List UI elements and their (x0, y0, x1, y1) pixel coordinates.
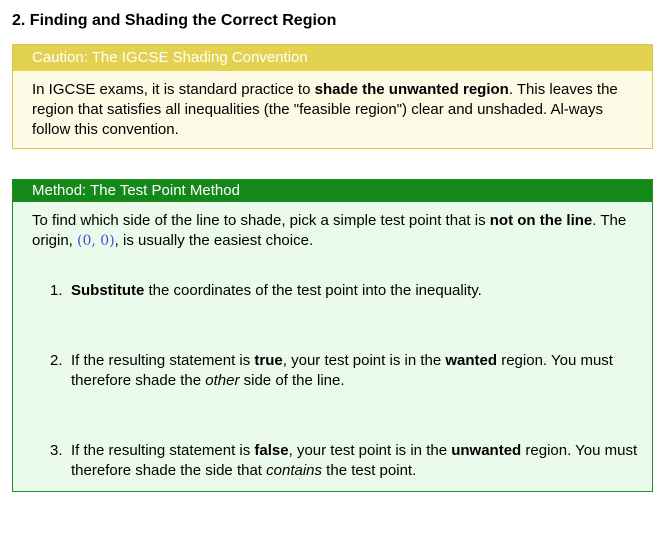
caution-emphasis: shade the unwanted region (314, 81, 509, 98)
step-number: 1. (50, 282, 63, 299)
method-box-title: Method: The Test Point Method (13, 180, 652, 202)
step-text-part: region. You must therefore shade the side that (71, 442, 638, 479)
step-text-part: , your test point is in the (288, 442, 452, 459)
method-intro (13, 202, 652, 251)
caution-box-body (13, 71, 652, 140)
step-text-part: If the resulting statement is (71, 352, 255, 369)
step-emphasis: false (254, 442, 289, 459)
step-text-part: the test point. (322, 462, 417, 479)
section-title: 2. Finding and Shading the Correct Region (12, 12, 337, 29)
step-italic: other (205, 372, 240, 389)
caution-text: In IGCSE exams, it is standard practice to (32, 81, 315, 98)
step-number: 3. (50, 442, 63, 459)
step-italic: contains (266, 462, 323, 479)
step-text-part: , your test point is in the (282, 352, 446, 369)
caution-box (12, 44, 653, 149)
step-emphasis: unwanted (451, 442, 522, 459)
step-emphasis: wanted (445, 352, 498, 369)
method-intro-emphasis: not on the line (489, 212, 593, 229)
step-text (50, 441, 638, 481)
list-item (50, 351, 638, 391)
method-intro-text-3: , is usually the easiest choice. (114, 232, 314, 249)
caution-text-cont: . This leaves the region that satisfies all inequalities (the "feasible region") clear and unshaded. Al-ways follow this convention. (32, 81, 618, 138)
method-box (12, 179, 653, 492)
method-intro-text-2: . The origin, (32, 212, 627, 249)
step-text (50, 351, 638, 391)
origin-math: (0, 0) (77, 233, 115, 249)
step-number: 2. (50, 352, 63, 369)
step-text-part: If the resulting statement is (71, 442, 255, 459)
step-emphasis: true (254, 352, 283, 369)
list-item (50, 281, 638, 301)
caution-box-title: Caution: The IGCSE Shading Convention (13, 45, 652, 71)
step-text-part: region. You must therefore shade the (71, 352, 613, 389)
method-intro-text: To find which side of the line to shade, pick a simple test point that is (32, 212, 490, 229)
list-item (50, 441, 638, 481)
step-text-part: the coordinates of the test point into the inequality. (144, 282, 482, 299)
step-text-part: side of the line. (239, 372, 345, 389)
step-text (50, 281, 638, 301)
step-emphasis: Substitute (71, 282, 145, 299)
